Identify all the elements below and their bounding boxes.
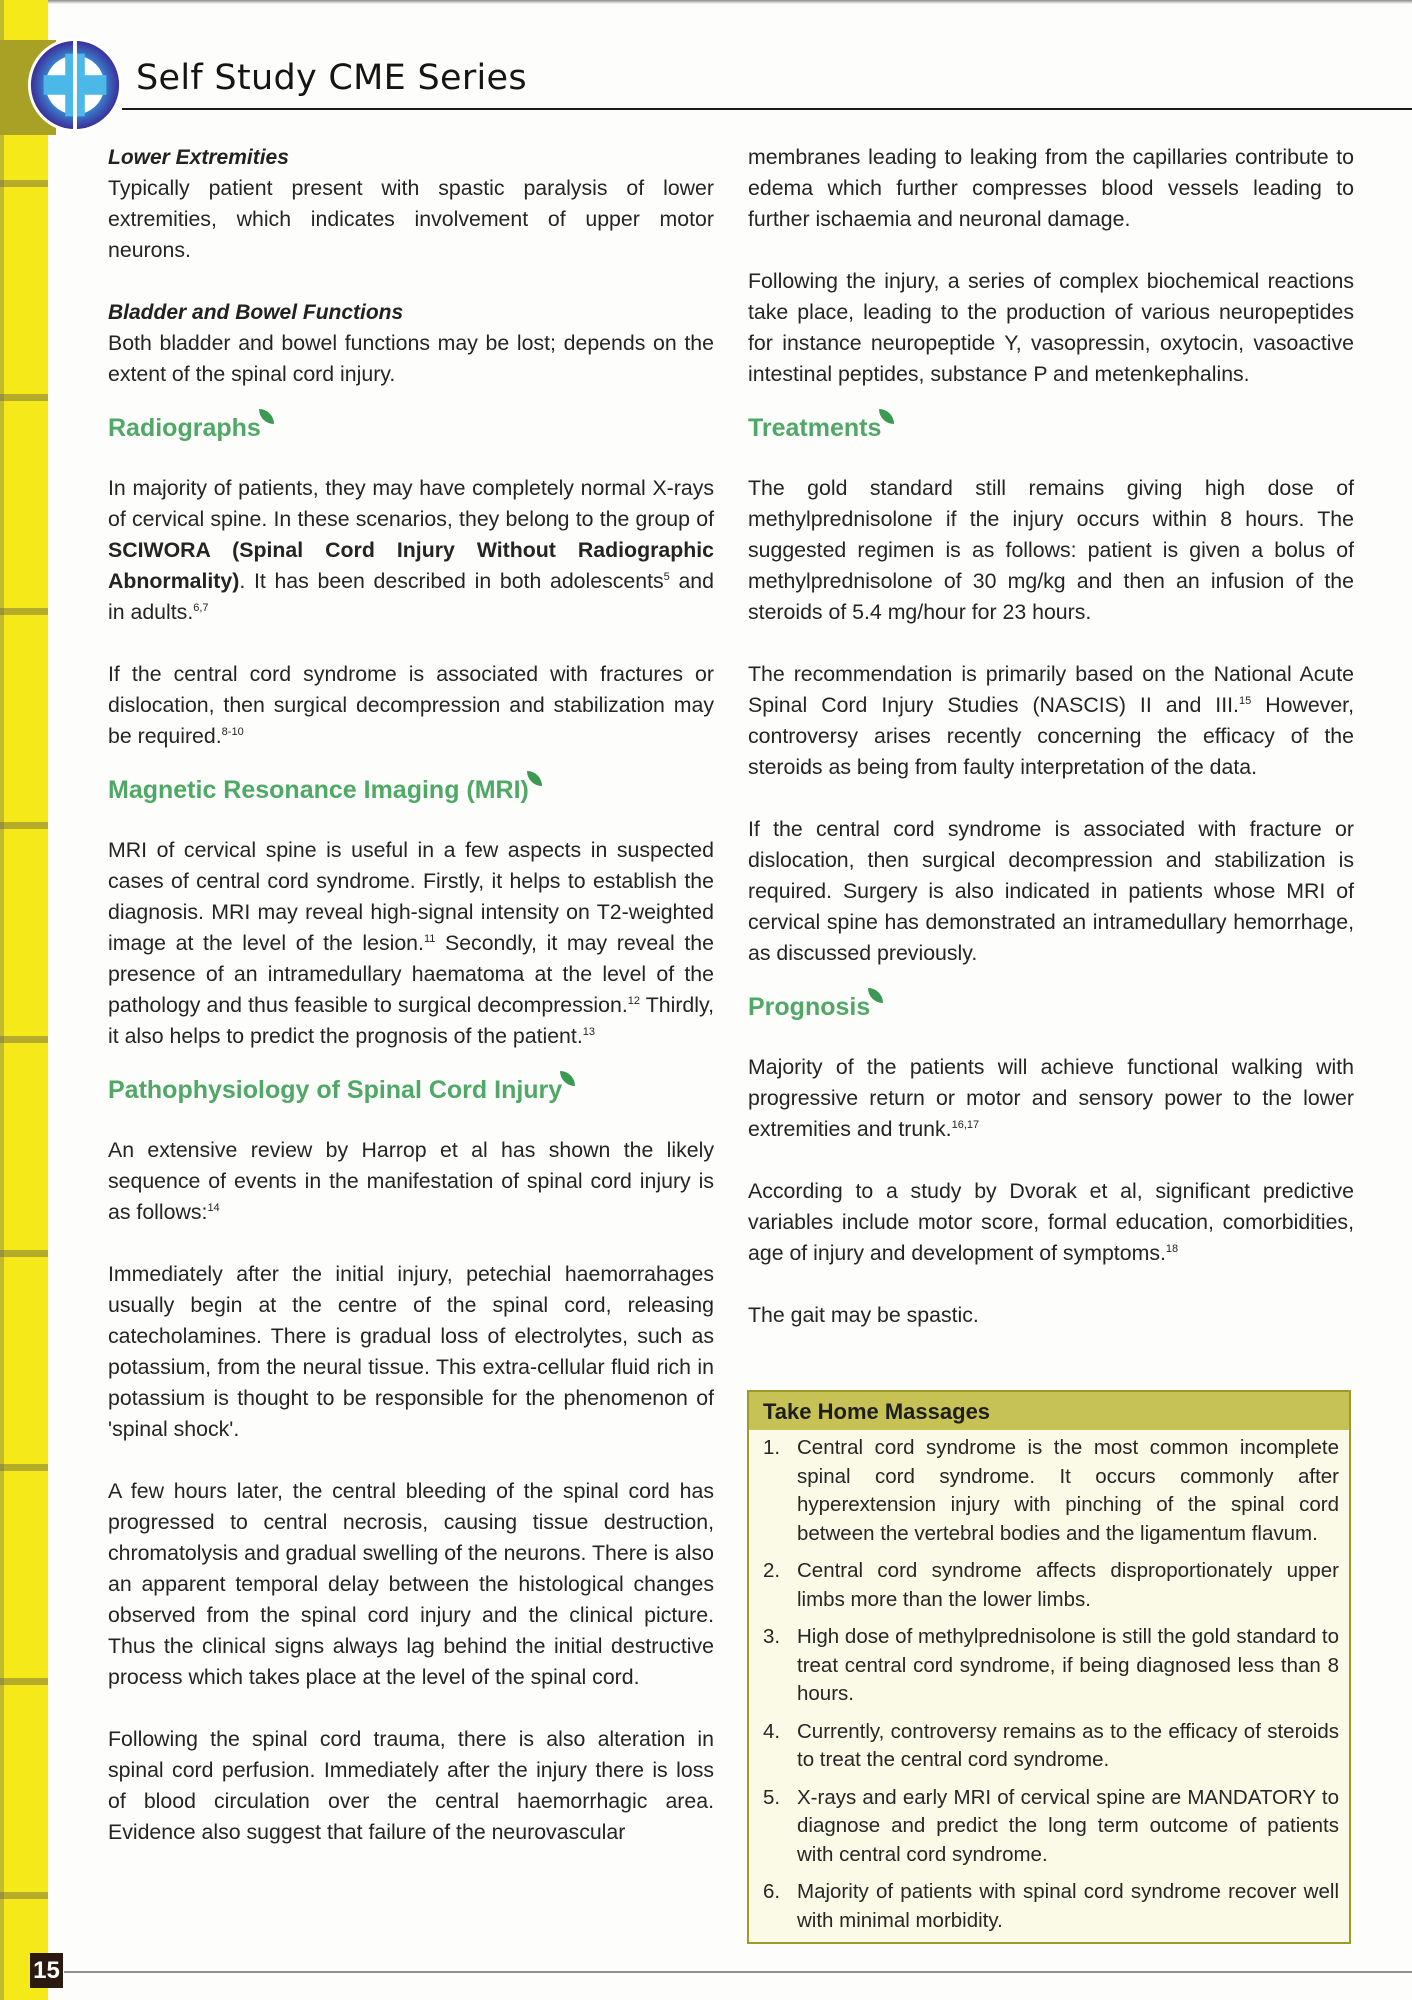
leaf-bullet-icon: [527, 771, 542, 786]
side-strip-edge: [0, 0, 4, 2000]
leaf-bullet-icon: [560, 1071, 575, 1086]
take-home-messages-box: [747, 1390, 1351, 1944]
paragraph: Following the spinal cord trauma, there is also alteration in spinal cord perfusion. Immediately after the injury there is loss of blood circulation over the central haemorrhagic area. Evidence also suggest that failure of the neurovascular: [108, 1727, 714, 1844]
list-item: 3. High dose of methylprednisolone is still the gold standard to treat central cord syndrome, if being diagnosed less than 8 hours.: [763, 1625, 1339, 1705]
series-title: Self Study CME Series: [136, 58, 527, 98]
section-heading-pathophysiology: Pathophysiology of Spinal Cord Injury: [108, 1074, 714, 1106]
paragraph: The recommendation is primarily based on the National Acute Spinal Cord Injury Studies (NASCIS) II and III.$^{15}$ However, controversy arises recently concerning the efficacy of the steroids as being from faulty interpretation of the data.: [748, 662, 1354, 779]
side-decorative-strip: [0, 0, 48, 2000]
page-top-edge: [0, 0, 1412, 4]
page-number: 15: [30, 1953, 63, 1988]
paragraph: The gold standard still remains giving high dose of methylprednisolone if the injury occurs within 8 hours. The suggested regimen is as follows: patient is given a bolus of methylprednisolone of 30 mg/kg and then an infusion of the steroids of 5.4 mg/hour for 23 hours.: [748, 476, 1354, 624]
paragraph: According to a study by Dvorak et al, significant predictive variables include motor score, formal education, comorbidities, age of injury and development of symptoms.$^{18}$: [748, 1179, 1354, 1265]
list-item: 2. Central cord syndrome affects disproportionately upper limbs more than the lower limbs.: [763, 1559, 1339, 1611]
list-item: 5. X-rays and early MRI of cervical spine are MANDATORY to diagnose and predict the long term outcome of patients with central cord syndrome.: [763, 1785, 1339, 1866]
paragraph: membranes leading to leaking from the capillaries contribute to edema which further compresses blood vessels leading to further ischaemia and neuronal damage.: [748, 145, 1354, 231]
take-home-title: Take Home Massages: [749, 1392, 1349, 1430]
paragraph: An extensive review by Harrop et al has shown the likely sequence of events in the manifestation of spinal cord injury is as follows:$^{14}$: [108, 1138, 714, 1224]
list-item: 4. Currently, controversy remains as to the efficacy of steroids to treat the central cord syndrome.: [763, 1719, 1339, 1771]
subheading-lower-extremities: Lower Extremities: [108, 146, 289, 169]
list-item: 1. Central cord syndrome is the most common incomplete spinal cord syndrome. It occurs commonly after hyperextension injury with pinching of the spinal cord between the vertebral bodies and the ligamentum flavum.: [763, 1436, 1339, 1545]
left-column: [108, 142, 714, 1848]
leaf-bullet-icon: [879, 409, 894, 424]
leaf-bullet-icon: [259, 409, 274, 424]
leaf-bullet-icon: [868, 988, 883, 1003]
paragraph: Immediately after the initial injury, petechial haemorrahages usually begin at the centre of the spinal cord, releasing catecholamines. There is gradual loss of electrolytes, such as potassium, from the neural tissue. This extra-cellular fluid rich in potassium is thought to be responsible for the phenomenon of 'spinal shock'.: [108, 1262, 714, 1441]
section-heading-mri: Magnetic Resonance Imaging (MRI): [108, 774, 714, 806]
paragraph: MRI of cervical spine is useful in a few aspects in suspected cases of central cord syndrome. Firstly, it helps to establish the diagnosis. MRI may reveal high-signal intensity on T2-weighted image at the level of the lesion.$^{11}$ Secondly, it may reveal the presence of an intramedullary haematoma at the level of the pathology and thus feasible to surgical decompression.$^{12}$ Thirdly, it also helps to predict the prognosis of the patient.$^{13}$: [108, 838, 714, 1048]
right-column: [748, 142, 1354, 1331]
paragraph: A few hours later, the central bleeding of the spinal cord has progressed to central necrosis, causing tissue destruction, chromatolysis and gradual swelling of the neurons. There is also an apparent temporal delay between the histological changes observed from the spinal cord injury and the clinical picture. Thus the clinical signs always lag behind the initial destructive process which takes place at the level of the spinal cord.: [108, 1479, 714, 1689]
paragraph: If the central cord syndrome is associated with fracture or dislocation, then surgical decompression and stabilization is required. Surgery is also indicated in patients whose MRI of cervical spine has demonstrated an intramedullary hemorrhage, as discussed previously.: [748, 817, 1354, 965]
section-heading-radiographs: Radiographs: [108, 412, 714, 444]
paragraph: If the central cord syndrome is associated with fractures or dislocation, then surgical decompression and stabilization may be required.$^{8-10}$: [108, 662, 714, 748]
paragraph: Following the injury, a series of complex biochemical reactions take place, leading to the production of various neuropeptides for instance neuropeptide Y, vasopressin, oxytocin, vasoactive intestinal peptides, substance P and metenkephalins.: [748, 269, 1354, 386]
subheading-bladder-bowel: Bladder and Bowel Functions: [108, 301, 404, 324]
paragraph: Both bladder and bowel functions may be lost; depends on the extent of the spinal cord injury.: [108, 331, 714, 386]
list-item: 6. Majority of patients with spinal cord syndrome recover well with minimal morbidity.: [763, 1880, 1339, 1932]
take-home-list: [749, 1430, 1349, 1935]
paragraph: In majority of patients, they may have completely normal X-rays of cervical spine. In these scenarios, they belong to the group of SCIWORA (Spinal Cord Injury Without Radiographic Abnormality). It has been described in both adolescents$^5$ and in adults.$^{6,7}$: [108, 476, 715, 624]
footer-rule: [64, 1971, 1412, 1973]
paragraph: The gait may be spastic.: [748, 1303, 979, 1327]
section-heading-treatments: Treatments: [748, 412, 1354, 444]
section-heading-prognosis: Prognosis: [748, 991, 1354, 1023]
header-rule: [122, 108, 1412, 110]
paragraph: Typically patient present with spastic paralysis of lower extremities, which indicates involvement of upper motor neurons.: [108, 176, 714, 262]
paragraph: Majority of the patients will achieve functional walking with progressive return or motor and sensory power to the lower extremities and trunk.$^{16,17}$: [748, 1055, 1354, 1141]
medical-cross-logo-icon: [26, 36, 124, 134]
